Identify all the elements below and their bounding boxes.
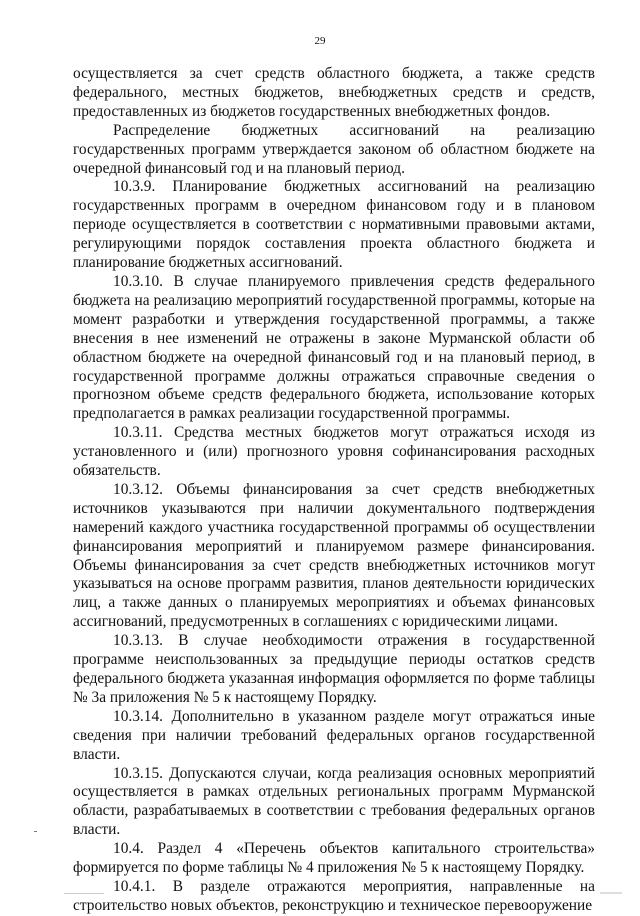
paragraph-10-4-1: 10.4.1. В разделе отражаются мероприятия, направленные на строительство новых объектов, реконструкцию и техническое перевооружение [73, 877, 595, 914]
paragraph-continuation: осуществляется за счет средств областного бюджета, а также средств федерального, местных бюджетов, внебюджетных средств и средств, предоставленных из бюджетов государственных внебюджетных фондов. [73, 65, 595, 120]
page-number: 29 [314, 35, 326, 47]
scan-artifact-dot [34, 831, 37, 832]
document-body [73, 65, 595, 916]
paragraph-10-3-10: 10.3.10. В случае планируемого привлечения средств федерального бюджета на реализацию мероприятий государственной программы, которые на момент разработки и утверждения государственной программы, а также внесения в нее изменений не отражены в законе Мурманской области об областном бюджете на очередной финансовый год и на плановый период, в государственной программе должны отражаться справочные сведения о прогнозном объеме средств федерального бюджета, использование которых предполагается в рамках реализации государственной программы. [73, 272, 595, 423]
paragraph-10-3-12: 10.3.12. Объемы финансирования за счет средств внебюджетных источников указываются при наличии документального подтверждения намерений каждого участника государственной программы об осуществлении финансирования мероприятий и планируемом размере финансирования. Объемы финансирования за счет средств внебюджетных источников могут указываться на основе программ развития, планов деятельности юридических лиц, а также данных о планируемых мероприятиях и объемах финансовых ассигнований, предусмотренных в соглашениях с юридическими лицами. [73, 480, 595, 631]
paragraph-10-4: 10.4. Раздел 4 «Перечень объектов капитального строительства» формируется по форме таблицы № 4 приложения № 5 к настоящему Порядку. [73, 840, 595, 877]
paragraph-10-3-9: 10.3.9. Планирование бюджетных ассигнований на реализацию государственных программ в очередном финансовом году и в плановом периоде осуществляется в соответствии с нормативными правовыми актами, регулирующими порядок составления проекта областного бюджета и планирование бюджетных ассигнований. [73, 178, 595, 272]
paragraph-10-3-11: 10.3.11. Средства местных бюджетов могут отражаться исходя из установленного и (или) прогнозного уровня софинансирования расходных обязательств. [73, 424, 595, 480]
paragraph-10-3-14: 10.3.14. Дополнительно в указанном разделе могут отражаться иные сведения при наличии требований федеральных органов государственной власти. [73, 707, 595, 763]
scan-artifact-footer-right [600, 892, 622, 894]
paragraph-10-3-15: 10.3.15. Допускаются случаи, когда реализация основных мероприятий осуществляется в рамках отдельных региональных программ Мурманской области, разрабатываемых в соответствии с требования федеральных органов власти. [73, 764, 595, 839]
paragraph-budget-allocation: Распределение бюджетных ассигнований на реализацию государственных программ утверждается законом об областном бюджете на очередной финансовый год и на плановый период. [73, 121, 595, 177]
scan-artifact-footer-left [64, 893, 104, 894]
paragraph-10-3-13: 10.3.13. В случае необходимости отражения в государственной программе неиспользованных за предыдущие периоды остатков средств федерального бюджета указанная информация оформляется по форме таблицы № 3а приложения № 5 к настоящему Порядку. [73, 632, 595, 706]
